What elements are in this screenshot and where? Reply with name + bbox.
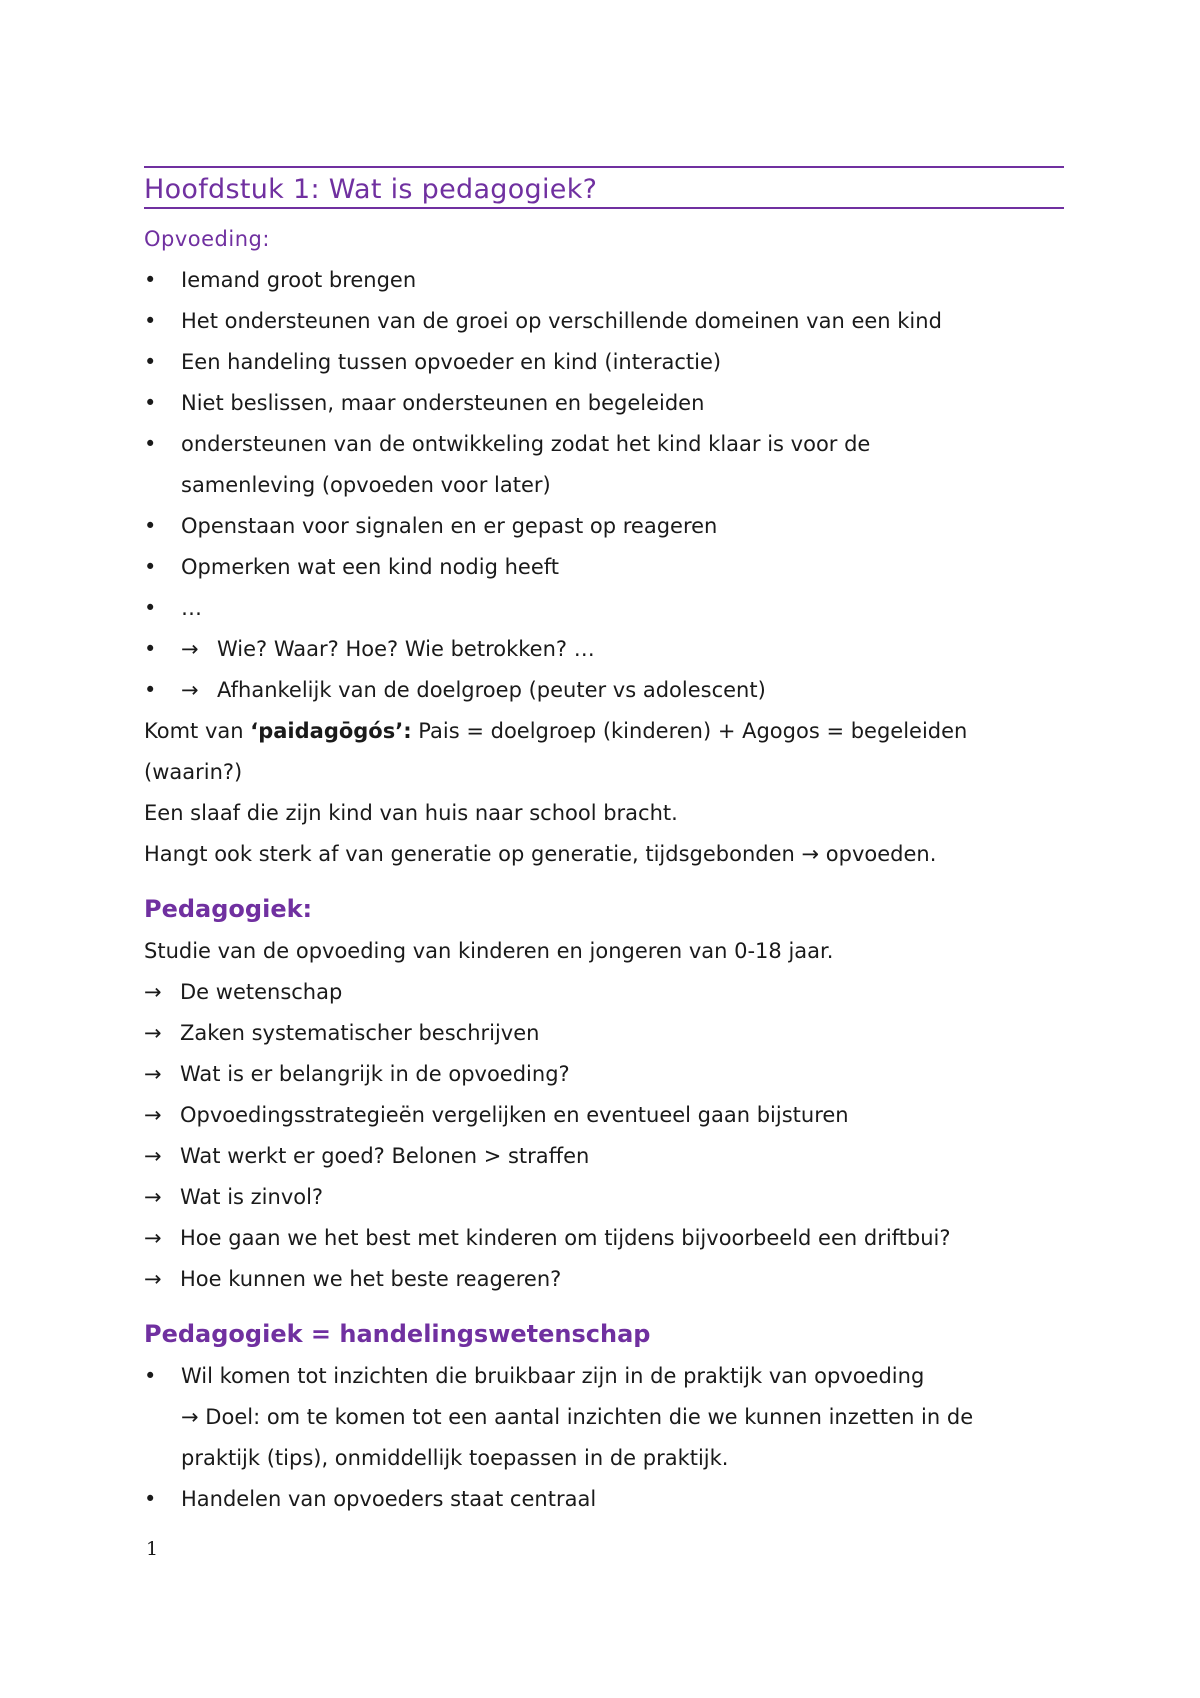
arrow-right-icon: → (181, 637, 199, 661)
list-item-text: Openstaan voor signalen en er gepast op reageren (181, 514, 718, 538)
list-item-text: Het ondersteunen van de groei op verschillende domeinen van een kind (181, 309, 942, 333)
list-item (144, 588, 1064, 629)
bullet-icon: • (144, 596, 157, 620)
bullet-icon: • (144, 637, 157, 661)
list-item (144, 506, 1064, 547)
opvoeding-heading-colon: : (262, 227, 270, 251)
list-item (144, 972, 1064, 1013)
list-item (144, 260, 1064, 301)
opvoeding-heading-line (144, 219, 1064, 260)
chapter-rule-bottom (144, 207, 1064, 209)
origin-prefix: Komt van (144, 719, 251, 743)
arrow-right-icon: → (144, 1267, 162, 1291)
list-item (144, 670, 1064, 711)
bullet-icon: • (144, 1364, 157, 1388)
handeling-heading: Pedagogiek = handelingswetenschap (144, 1320, 651, 1348)
list-item-text: Wat is zinvol? (180, 1185, 324, 1209)
document-page (144, 166, 1064, 1520)
slave-sentence: Een slaaf die zijn kind van huis naar school bracht. (144, 801, 678, 825)
list-item (144, 1259, 1064, 1300)
bullet-icon: • (144, 350, 157, 374)
chapter-rule-top (144, 166, 1064, 168)
arrow-right-icon: → (144, 1226, 162, 1250)
bullet-icon: • (144, 309, 157, 333)
pedagogiek-definition: Studie van de opvoeding van kinderen en jongeren van 0-18 jaar. (144, 939, 834, 963)
arrow-right-icon: → (801, 842, 820, 866)
goal-text: Doel: om te komen tot een aantal inzichten die we kunnen inzetten in de (205, 1405, 974, 1429)
arrow-right-icon: → (144, 1185, 162, 1209)
arrow-right-icon: → (181, 678, 199, 702)
list-item-text: Niet beslissen, maar ondersteunen en begeleiden (181, 391, 705, 415)
origin-rest: Pais = doelgroep (kinderen) + Agogos = begeleiden (411, 719, 968, 743)
list-item (144, 1095, 1064, 1136)
opvoeding-heading: Opvoeding (144, 227, 263, 251)
list-item-text: Wat werkt er goed? Belonen > straffen (180, 1144, 590, 1168)
arrow-right-icon: → (144, 1062, 162, 1086)
list-item-text: … (181, 596, 202, 620)
generation-suffix: opvoeden. (819, 842, 937, 866)
list-item (144, 383, 1064, 424)
arrow-right-icon: → (144, 1144, 162, 1168)
list-item-text: Opmerken wat een kind nodig heeft (181, 555, 560, 579)
bullet-icon: • (144, 678, 157, 702)
origin-line (144, 711, 1064, 752)
list-item (144, 1356, 1064, 1479)
list-item-text: De wetenschap (180, 980, 343, 1004)
list-item-text: Wat is er belangrijk in de opvoeding? (180, 1062, 570, 1086)
page-number: 1 (146, 1538, 159, 1560)
generation-prefix: Hangt ook sterk af van generatie op generatie, tijdsgebonden (144, 842, 802, 866)
arrow-right-icon: → (144, 980, 162, 1004)
bullet-icon: • (144, 391, 157, 415)
pedagogiek-arrow-list (144, 972, 1064, 1300)
goal-continuation: praktijk (tips), onmiddellijk toepassen in de praktijk. (181, 1446, 729, 1470)
bullet-icon: • (144, 514, 157, 538)
list-item (144, 1177, 1064, 1218)
list-item (144, 1013, 1064, 1054)
list-item-text: Zaken systematischer beschrijven (180, 1021, 540, 1045)
bullet-icon: • (144, 555, 157, 579)
list-item (144, 1136, 1064, 1177)
list-item-text: Hoe gaan we het best met kinderen om tijdens bijvoorbeeld een driftbui? (180, 1226, 951, 1250)
list-item-continuation: samenleving (opvoeden voor later) (181, 473, 551, 497)
list-item (144, 301, 1064, 342)
origin-term: ‘paidagōgós’: (250, 719, 412, 743)
list-item (144, 1218, 1064, 1259)
list-item (144, 1479, 1064, 1520)
bullet-icon: • (144, 268, 157, 292)
arrow-right-icon: → (144, 1021, 162, 1045)
list-item (144, 547, 1064, 588)
chapter-title: Hoofdstuk 1: Wat is pedagogiek? (144, 174, 598, 205)
arrow-right-icon: → (144, 1103, 162, 1127)
list-item-text: Opvoedingsstrategieën vergelijken en eventueel gaan bijsturen (180, 1103, 849, 1127)
list-item-text: ondersteunen van de ontwikkeling zodat het kind klaar is voor de (181, 432, 871, 456)
generation-line (144, 834, 1064, 875)
opvoeding-bullet-list (144, 260, 1064, 711)
list-item-text: Iemand groot brengen (181, 268, 417, 292)
bullet-icon: • (144, 1487, 157, 1511)
list-item (144, 342, 1064, 383)
list-item-text: Wil komen tot inzichten die bruikbaar zijn in de praktijk van opvoeding (181, 1364, 925, 1388)
list-item (144, 424, 1064, 506)
origin-continuation: (waarin?) (144, 760, 243, 784)
list-item (144, 1054, 1064, 1095)
list-item-text: Hoe kunnen we het beste reageren? (180, 1267, 562, 1291)
list-item (144, 629, 1064, 670)
arrow-right-icon: → (181, 1405, 199, 1429)
list-item-text: Afhankelijk van de doelgroep (peuter vs adolescent) (217, 678, 766, 702)
list-item-text: Wie? Waar? Hoe? Wie betrokken? … (217, 637, 595, 661)
bullet-icon: • (144, 432, 157, 456)
list-item-text: Handelen van opvoeders staat centraal (181, 1487, 597, 1511)
list-item-text: Een handeling tussen opvoeder en kind (interactie) (181, 350, 722, 374)
pedagogiek-heading: Pedagogiek: (144, 895, 313, 923)
handeling-bullet-list (144, 1356, 1064, 1520)
